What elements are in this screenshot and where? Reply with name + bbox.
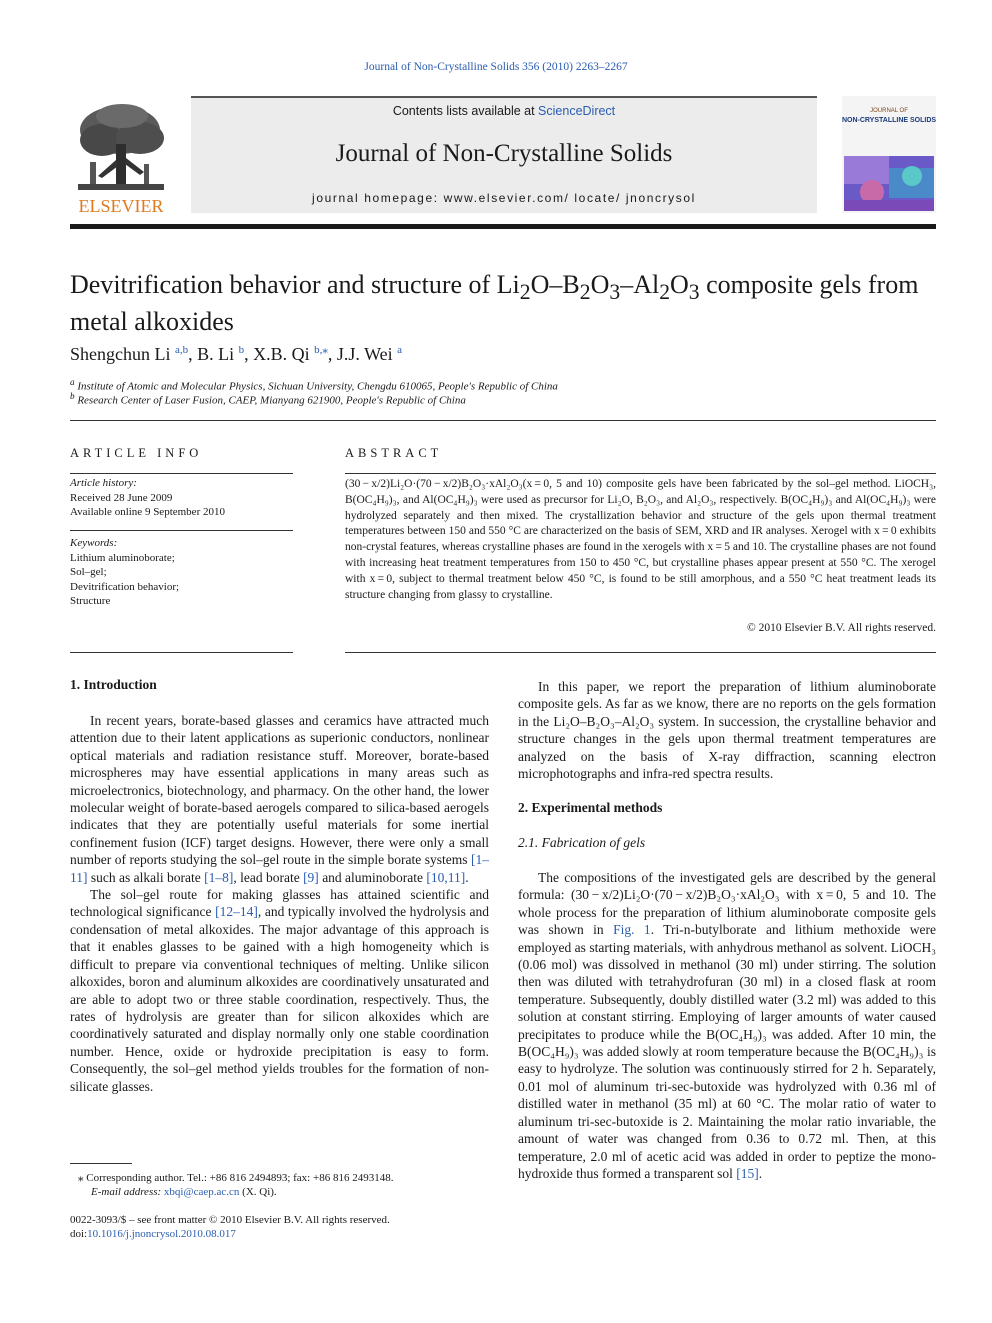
elsevier-logo[interactable]	[70, 100, 172, 216]
author-name: , J.J. Wei	[327, 344, 398, 364]
footnote-divider	[70, 1163, 132, 1164]
title-text: O–B	[530, 270, 580, 299]
title-text: composite gels from	[699, 270, 919, 299]
received-date: Received 28 June 2009	[70, 491, 173, 504]
paragraph	[70, 712, 489, 886]
title-subscript: 3	[609, 280, 621, 305]
author-affiliation-mark[interactable]: b,⁎	[314, 344, 328, 356]
figure-link[interactable]: Fig. 1	[613, 922, 651, 938]
article-info-heading: ARTICLE INFO	[70, 446, 203, 460]
header-divider	[70, 224, 936, 229]
paragraph: In this paper, we report the preparation of lithium aluminoborate composite gels. As far as we know, there are no reports on the gels formation in the Li₂O–B₂O₃–Al₂O₃ system. In succession, the crystalline behavior and structure changes in the gels upon thermal treatment temperatures are analyzed on the basis of X-ray diffraction, scanning electron microphotographs and infra-red spectra results.	[518, 679, 936, 782]
fabrication-body	[518, 869, 936, 1182]
title-subscript: 2	[659, 280, 671, 305]
author-affiliation-mark[interactable]: a	[397, 344, 403, 356]
corresponding-author-note: ⁎ Corresponding author. Tel.: +86 816 2494893; fax: +86 816 2493148.	[78, 1172, 394, 1184]
journal-homepage[interactable]: journal homepage: www.elsevier.com/ locate/ jnoncrysol	[312, 191, 696, 205]
citation-link[interactable]: [9]	[303, 869, 319, 885]
journal-cover-image[interactable]	[842, 96, 936, 213]
citation-link[interactable]: [1–8]	[204, 869, 234, 885]
paragraph-text: , lead borate	[233, 869, 304, 885]
title-text: metal alkoxides	[70, 307, 234, 337]
paragraph-text: The compositions of the investigated gels are described by the general formula: (30 − x/2)Li₂O·(70 − x/2)B₂O₃·xAl₂O₃ with x = 0, 5 and 10. The whole process for the preparation of lithium aluminoborate composite gels was shown in	[518, 870, 936, 938]
cover-art-icon	[842, 96, 936, 213]
paragraph-text: and aluminoborate	[318, 869, 427, 885]
svg-text:JOURNAL OF: JOURNAL OF	[870, 108, 908, 114]
abstract-heading: ABSTRACT	[345, 446, 443, 460]
affiliation-mark: b	[70, 391, 75, 401]
paragraph-text: , and typically involved the hydrolysis and condensation of metal alkoxides. The major advantage of this approach is that it enables glasses to be gained with a high homogeneity which is difficult to prepare via conventional techniques of melting. Unlike silicon alkoxides, boron and aluminum alkoxides are coordinatively unsaturated and are able to adopt two or three stable coordination, respectively. Thus, the rates of hydrolysis are greater than for silicon alkoxides which are coordinatively saturated and display normally only one stable coordination number. Hence, oxide or hydroxide precipitation is easy to form. Consequently, the sol–gel method yields troubles for the formation of non-silicate glasses.	[70, 904, 489, 1094]
svg-text:NON-CRYSTALLINE SOLIDS: NON-CRYSTALLINE SOLIDS	[842, 117, 936, 124]
journal-reference[interactable]: Journal of Non-Crystalline Solids 356 (2010) 2263–2267	[364, 61, 628, 73]
svg-text:ELSEVIER: ELSEVIER	[78, 196, 164, 216]
divider	[70, 473, 293, 474]
author-name: , B. Li	[188, 344, 239, 364]
paragraph-text: . Tri-n-butylborate and lithium methoxide were employed as starting materials, with anhydrous methanol as solvent. LiOCH₃ (0.06 mol) was dissolved in methanol (30 ml) under stirring. The solution then was diluted with tetrahydrofuran (30 ml) in a closed flask at room temperature. Subsequently, doubly distilled water (3.2 ml) was added to this solution at constant stirring. Employing of larger amounts of water caused precipitates to produce while the B(OC₄H₉)₃ was added. After 10 min, the B(OC₄H₉)₃ was added slowly at room temperature because the B(OC₄H₉)₃ is easy to hydrolyze. The solution was continuously stirred for 2 h. Separately, 0.01 mol of aluminum tri-sec-butoxide was hydrolyzed with 0.36 ml of distilled water in methanol (35 ml) at 60 °C. The molar ratio of water to aluminum tri-sec-butoxide is 2. Maintaining the molar ratio invariable, the amount of water was changed from 0.36 to 0.72 ml. Then, at this temperature, 2.0 ml of acetic acid was added in order to peptize the mono-hydroxide thus formed a transparent sol	[518, 922, 937, 1181]
paragraph-text: The sol–gel route for making glasses has attained scientific and technological significance	[70, 887, 489, 920]
affiliation-b	[70, 391, 466, 407]
paragraph	[518, 869, 936, 1182]
paragraph	[70, 886, 489, 1095]
keywords-label: Keywords:	[70, 537, 118, 549]
affiliation-mark: a	[70, 377, 75, 387]
citation-link[interactable]: [1–11]	[70, 852, 489, 885]
title-text: –Al	[620, 270, 660, 299]
author-affiliation-mark[interactable]: b	[238, 344, 245, 356]
email-label: E-mail address:	[91, 1186, 164, 1198]
paragraph-text: In recent years, borate-based glasses and ceramics have attracted much attention due to their latent applications as superionic conductors, nonlinear optical materials and radiation resistance stuff. Moreover, borate-based microspheres may have essential applications in many areas such as microelectronics, biotechnology, and pharmacy. On the other hand, the lower molecular weight of borate-based aerogels compared to silica-based aerogels indicates that they are potentially useful materials for some inertial confinement fusion (ICF) target designs. However, there were only a small number of reports studying the sol–gel route in the simple borate systems	[70, 713, 489, 868]
paragraph-text: .	[465, 869, 469, 885]
author-list	[70, 343, 402, 365]
keyword: Lithium aluminoborate;	[70, 551, 175, 564]
title-text: O	[670, 270, 689, 299]
doi-link[interactable]: 10.1016/j.jnoncrysol.2010.08.017	[87, 1228, 236, 1240]
affiliation-text: Research Center of Laser Fusion, CAEP, Mianyang 621900, People's Republic of China	[74, 394, 466, 407]
abstract-text: (30 − x/2)Li₂O·(70 − x/2)B₂O₃·xAl₂O₃(x = 0, 5 and 10) composite gels have been fabricated by the sol–gel method. LiOCH₃, B(OC₄H₉)₃, and Al(OC₄H₉)₃ were used as precursor for Li₂O, B₂O₃, and Al₂O₃, respectively. B(OC₄H₉)₃ and Al(OC₄H₉)₃ were hydrolyzed separately and then mixed. The crystallization behavior and structure of the gels upon thermal treatment temperatures between 150 and 550 °C are characterized on the basis of SEM, XRD and IR analyses. Xerogel with x = 0 exhibits non-crystal features, whereas crystalline phases are found in the xerogels with x = 5 and 10. The crystalline phases are not found with increasing heat treatment temperatures from 150 to 450 °C, but crystalline phases appear present at 550 °C. The xerogel with x = 0, subject to thermal treatment below 450 °C, is found to be still amorphous, and a 550 °C heat treatment leads its structure changing from glassy to crystalline.	[345, 478, 936, 601]
divider	[345, 473, 936, 474]
keyword: Structure	[70, 595, 111, 607]
elsevier-tree-icon	[70, 100, 172, 216]
introduction-body	[70, 712, 489, 1095]
issn-line: 0022-3093/$ – see front matter © 2010 Elsevier B.V. All rights reserved.	[70, 1214, 390, 1226]
email-suffix: (X. Qi).	[239, 1186, 277, 1198]
history-label: Article history:	[70, 477, 137, 489]
title-text: O	[590, 270, 610, 299]
header-top-rule	[191, 96, 817, 98]
subsection-heading-fabrication: 2.1. Fabrication of gels	[518, 835, 646, 850]
divider	[70, 420, 936, 421]
online-date: Available online 9 September 2010	[70, 506, 225, 518]
divider	[345, 652, 936, 653]
title-text: Devitrification behavior and structure of Li	[70, 270, 520, 299]
divider	[70, 652, 293, 653]
title-subscript: 2	[579, 280, 591, 305]
section-heading-introduction: 1. Introduction	[70, 677, 157, 692]
citation-link[interactable]: [15]	[736, 1165, 759, 1181]
paragraph-text: such as alkali borate	[87, 869, 205, 885]
copyright-notice: © 2010 Elsevier B.V. All rights reserved.	[747, 622, 936, 634]
keyword: Sol–gel;	[70, 566, 107, 578]
title-subscript: 2	[519, 280, 531, 305]
title-subscript: 3	[688, 280, 700, 305]
contents-available-line	[191, 104, 817, 118]
keywords-block	[70, 536, 293, 609]
author-name: Shengchun Li	[70, 344, 175, 364]
doi-line	[70, 1228, 236, 1240]
divider	[70, 530, 293, 531]
email-note	[91, 1186, 277, 1198]
author-affiliation-mark[interactable]: a,b	[175, 344, 189, 356]
author-name: , X.B. Qi	[244, 344, 315, 364]
keyword: Devitrification behavior;	[70, 580, 180, 593]
journal-title[interactable]: Journal of Non-Crystalline Solids	[335, 140, 673, 167]
sciencedirect-link[interactable]: ScienceDirect	[538, 104, 616, 118]
contents-prefix: Contents lists available at	[392, 104, 539, 118]
article-history	[70, 476, 293, 520]
email-link[interactable]: xbqi@caep.ac.cn	[163, 1186, 240, 1198]
doi-label: doi:	[70, 1228, 88, 1240]
paper-title	[70, 270, 936, 337]
introduction-body-continued	[518, 678, 936, 782]
citation-link[interactable]: [10,11]	[426, 869, 466, 885]
citation-link[interactable]: [12–14]	[215, 904, 258, 920]
paragraph-text: .	[758, 1165, 763, 1181]
section-heading-experimental: 2. Experimental methods	[518, 800, 663, 815]
affiliation-text: Institute of Atomic and Molecular Physics, Sichuan University, Chengdu 610065, People's Republic of China	[74, 380, 558, 393]
